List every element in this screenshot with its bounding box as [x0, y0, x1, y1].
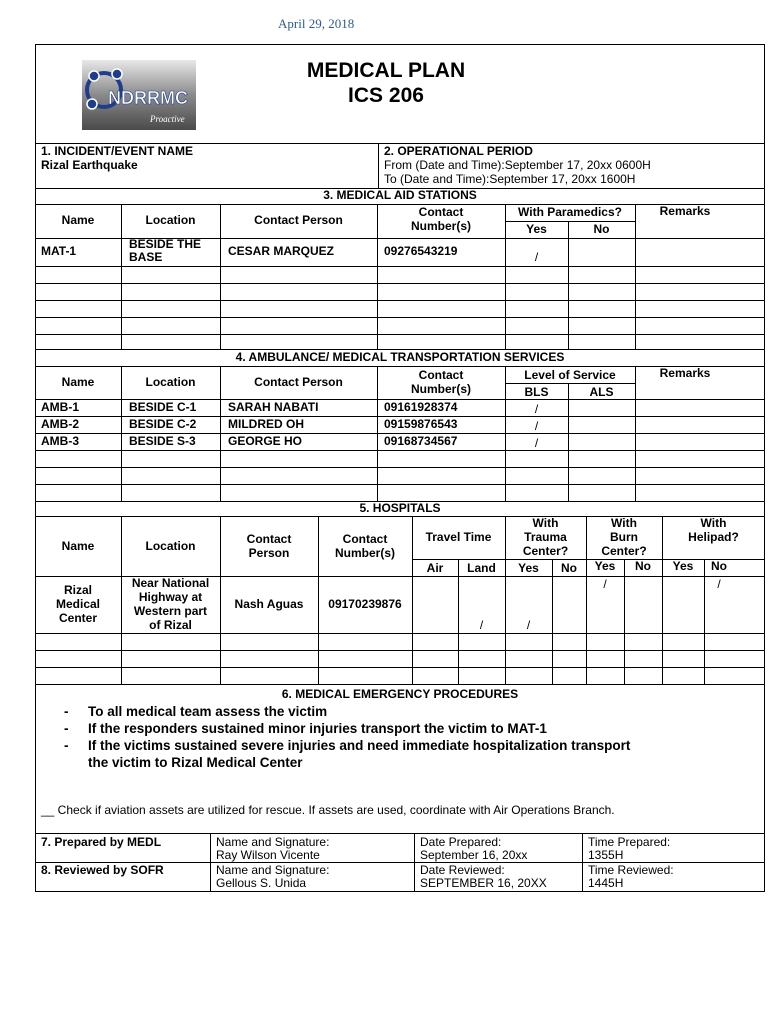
reviewed-time-label: Time Reviewed:: [588, 863, 674, 877]
hosp-row-land: /: [479, 618, 484, 632]
reviewed-name: Gellous S. Unida: [216, 876, 307, 890]
ndrrmc-logo: [82, 60, 196, 130]
hosp-row-location-3: Western part: [133, 604, 208, 618]
hosp-col-helipad-no: No: [711, 559, 727, 573]
hosp-col-trauma-yes: Yes: [518, 561, 539, 575]
hosp-row-number: 09170239876: [328, 597, 402, 611]
title-line-1: MEDICAL PLAN: [306, 59, 466, 82]
amb-col-contact-number-1: Contact: [418, 368, 464, 382]
hosp-col-air: Air: [426, 561, 444, 575]
hosp-col-contact-number-1: Contact: [342, 532, 388, 546]
hosp-row-helipad-no: /: [717, 577, 721, 591]
hosp-col-burn-3: Center?: [601, 544, 647, 558]
aid-col-contact-number-1: Contact: [418, 205, 464, 219]
amb-col-contact-number-2: Number(s): [410, 382, 471, 396]
procedure-item-continuation: the victim to Rizal Medical Center: [88, 755, 303, 770]
aid-col-no: No: [593, 222, 610, 236]
reviewed-time: 1445H: [588, 876, 624, 890]
hosp-row-name-1: Rizal: [63, 583, 92, 597]
logo-tagline: Proactive: [150, 114, 185, 124]
hosp-col-burn-1: With: [611, 516, 637, 530]
amb-col-remarks: Remarks: [659, 366, 711, 380]
ambulance-heading: 4. AMBULANCE/ MEDICAL TRANSPORTATION SERVICES: [235, 350, 565, 364]
amb-row-1-location: BESIDE C-1: [129, 400, 197, 414]
procedure-item: - To all medical team assess the victim: [64, 703, 630, 720]
reviewed-label: 8. Reviewed by SOFR: [41, 863, 164, 877]
amb-row-1-name: AMB-1: [41, 400, 79, 414]
hospitals-heading: 5. HOSPITALS: [359, 501, 441, 515]
hosp-col-contact-person-2: Person: [248, 546, 290, 560]
procedure-item: - If the victims sustained severe injuries and need immediate hospitalization transport: [64, 737, 630, 754]
amb-col-location: Location: [145, 375, 196, 389]
amb-col-level: Level of Service: [524, 368, 616, 382]
hosp-col-trauma-2: Trauma: [524, 530, 567, 544]
title-line-2: ICS 206: [348, 84, 424, 107]
aid-row-location-1: BESIDE THE: [129, 237, 202, 251]
amb-col-name: Name: [61, 375, 95, 389]
hosp-row-contact: Nash Aguas: [234, 597, 304, 611]
hosp-col-contact-person-1: Contact: [246, 532, 292, 546]
hosp-row-trauma-yes: /: [526, 618, 531, 632]
logo-text: NDRRMC: [108, 88, 188, 108]
amb-row-2-contact: MILDRED OH: [228, 417, 304, 431]
amb-row-2-location: BESIDE C-2: [129, 417, 197, 431]
amb-row-1-number: 09161928374: [384, 400, 458, 414]
hosp-row-name-2: Medical: [55, 597, 100, 611]
prepared-date: September 16, 20xx: [420, 848, 528, 862]
amb-row-2-name: AMB-2: [41, 417, 79, 431]
reviewed-date: SEPTEMBER 16, 20XX: [420, 876, 547, 890]
prepared-name-label: Name and Signature:: [216, 835, 330, 849]
reviewed-date-label: Date Reviewed:: [420, 863, 505, 877]
hosp-row-location-1: Near National: [131, 576, 210, 590]
procedures-heading: 6. MEDICAL EMERGENCY PROCEDURES: [281, 687, 519, 701]
amb-row-3-contact: GEORGE HO: [228, 434, 303, 448]
aid-row-number: 09276543219: [384, 244, 458, 258]
hosp-col-name: Name: [61, 539, 95, 553]
amb-row-1-bls: /: [534, 402, 539, 416]
hosp-col-contact-number-2: Number(s): [334, 546, 395, 560]
amb-row-3-number: 09168734567: [384, 434, 458, 448]
prepared-date-label: Date Prepared:: [420, 835, 502, 849]
amb-row-3-name: AMB-3: [41, 434, 79, 448]
hosp-col-travel: Travel Time: [425, 530, 492, 544]
aid-col-contact-number-2: Number(s): [410, 219, 471, 233]
prepared-name: Ray Wilson Vicente: [216, 848, 320, 862]
hosp-row-name-3: Center: [58, 611, 97, 625]
form-title: [236, 58, 536, 108]
hosp-col-burn-no: No: [635, 559, 651, 573]
incident-value: Rizal Earthquake: [41, 158, 138, 172]
amb-col-contact-person: Contact Person: [254, 375, 343, 389]
aid-col-yes: Yes: [526, 222, 547, 236]
amb-row-2-number: 09159876543: [384, 417, 458, 431]
hosp-row-location-4: of Rizal: [149, 618, 192, 632]
amb-row-2-bls: /: [534, 419, 539, 433]
amb-col-bls: BLS: [524, 385, 549, 399]
prepared-time-label: Time Prepared:: [588, 835, 671, 849]
operational-period-label: 2. OPERATIONAL PERIOD: [384, 144, 533, 158]
hosp-col-burn-yes: Yes: [594, 559, 616, 573]
amb-row-3-location: BESIDE S-3: [129, 434, 196, 448]
aid-row-name: MAT-1: [41, 244, 77, 258]
hosp-col-helipad-2: Helipad?: [688, 530, 739, 544]
prepared-label: 7. Prepared by MEDL: [41, 835, 162, 849]
incident-label: 1. INCIDENT/EVENT NAME: [41, 144, 194, 158]
operational-period-from: From (Date and Time):September 17, 20xx 0600H: [384, 158, 651, 172]
aid-row-location-2: BASE: [129, 250, 163, 264]
hosp-col-trauma-3: Center?: [522, 544, 569, 558]
operational-period-to: To (Date and Time):September 17, 20xx 1600H: [384, 172, 636, 186]
prepared-time: 1355H: [588, 848, 624, 862]
hosp-col-burn-2: Burn: [610, 530, 638, 544]
procedures-list: [64, 703, 630, 754]
hosp-col-land: Land: [467, 561, 496, 575]
aid-stations-heading: 3. MEDICAL AID STATIONS: [323, 188, 477, 202]
hosp-row-location-2: Highway at: [138, 590, 203, 604]
hosp-col-location: Location: [145, 539, 196, 553]
reviewed-name-label: Name and Signature:: [216, 863, 330, 877]
aid-row-yes: /: [534, 250, 539, 264]
amb-row-1-contact: SARAH NABATI: [228, 400, 319, 414]
hosp-col-trauma-no: No: [561, 561, 577, 575]
amb-col-als: ALS: [589, 385, 614, 399]
aid-col-name: Name: [61, 213, 95, 227]
aid-col-location: Location: [145, 213, 196, 227]
hosp-row-burn-yes: /: [603, 577, 607, 591]
aid-col-paramedics: With Paramedics?: [518, 205, 622, 219]
aid-row-contact: CESAR MARQUEZ: [228, 244, 335, 258]
amb-row-3-bls: /: [534, 436, 539, 450]
procedure-item: - If the responders sustained minor injuries transport the victim to MAT-1: [64, 720, 630, 737]
hosp-col-helipad-1: With: [700, 516, 727, 530]
hosp-col-trauma-1: With: [532, 516, 559, 530]
aid-col-remarks: Remarks: [659, 204, 711, 218]
hosp-col-helipad-yes: Yes: [672, 559, 694, 573]
aid-col-contact-person: Contact Person: [254, 213, 343, 227]
document-date: April 29, 2018: [278, 16, 355, 31]
aviation-note: __ Check if aviation assets are utilized for rescue. If assets are used, coordinate with Air Operations Branch.: [41, 803, 615, 817]
